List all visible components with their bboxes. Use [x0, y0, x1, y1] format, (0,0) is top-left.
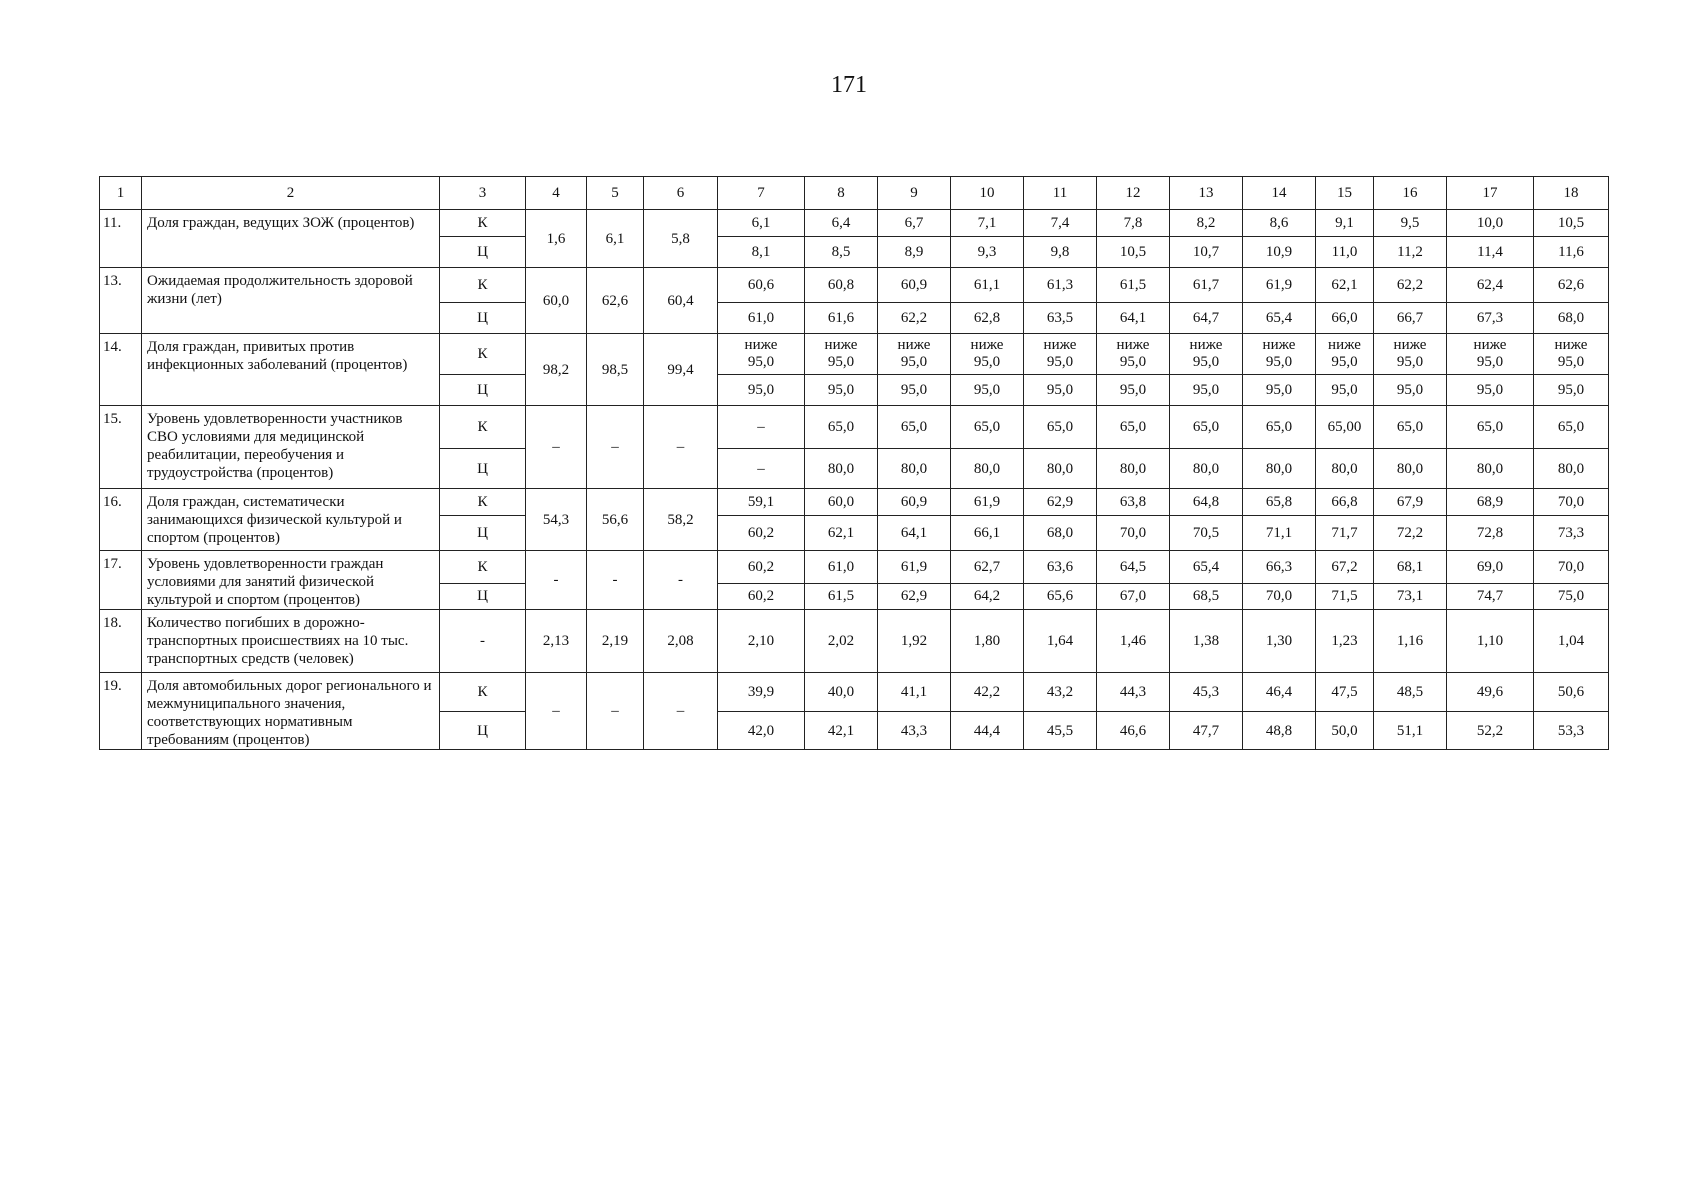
- base-value-cell: –: [526, 406, 587, 489]
- value-cell: 60,9: [878, 489, 951, 516]
- base-value-cell: –: [644, 673, 718, 750]
- value-cell: 62,6: [1534, 268, 1609, 303]
- base-value-cell: –: [587, 673, 644, 750]
- value-cell: 95,0: [1243, 375, 1316, 406]
- indicator-name: Количество погибших в дорожно-транспортных происшествиях на 10 тыс. транспортных средств (человек): [142, 610, 440, 673]
- value-cell: 2,10: [718, 610, 805, 673]
- value-cell: 1,92: [878, 610, 951, 673]
- value-prefix: ниже: [970, 337, 1004, 353]
- value-number: 95,0: [1119, 354, 1147, 370]
- column-header: 4: [526, 177, 587, 210]
- value-prefix: ниже: [1473, 337, 1507, 353]
- column-header: 5: [587, 177, 644, 210]
- indicator-name: Уровень удовлетворенности граждан условиями для занятий физической культурой и спортом (процентов): [142, 551, 440, 610]
- value-prefix: ниже: [1554, 337, 1588, 353]
- value-cell: 62,2: [878, 303, 951, 334]
- value-prefix: ниже: [824, 337, 858, 353]
- base-value-cell: –: [526, 673, 587, 750]
- value-cell: 8,6: [1243, 210, 1316, 237]
- value-cell: 62,9: [878, 583, 951, 609]
- value-cell: 68,5: [1170, 583, 1243, 609]
- value-cell: 1,16: [1374, 610, 1447, 673]
- value-number: 95,0: [747, 354, 775, 370]
- value-cell: 67,3: [1447, 303, 1534, 334]
- value-cell: 65,0: [1534, 406, 1609, 449]
- value-prefix: ниже: [1043, 337, 1077, 353]
- value-cell: 62,9: [1024, 489, 1097, 516]
- value-cell: 62,1: [1316, 268, 1374, 303]
- row-type-cell: Ц: [440, 237, 526, 268]
- value-cell: 70,0: [1243, 583, 1316, 609]
- value-cell: [1316, 334, 1374, 375]
- column-header: 13: [1170, 177, 1243, 210]
- value-cell: 1,46: [1097, 610, 1170, 673]
- value-cell: 50,0: [1316, 712, 1374, 750]
- column-header: 3: [440, 177, 526, 210]
- base-value-cell: 98,2: [526, 334, 587, 406]
- value-cell: 95,0: [878, 375, 951, 406]
- base-value-cell: 2,13: [526, 610, 587, 673]
- value-cell: 1,30: [1243, 610, 1316, 673]
- row-type-cell: К: [440, 268, 526, 303]
- row-type-cell: Ц: [440, 712, 526, 750]
- value-cell: 62,2: [1374, 268, 1447, 303]
- value-cell: 60,8: [805, 268, 878, 303]
- value-cell: 6,1: [718, 210, 805, 237]
- value-cell: 64,8: [1170, 489, 1243, 516]
- base-value-cell: 54,3: [526, 489, 587, 551]
- value-cell: [878, 334, 951, 375]
- value-cell: 11,6: [1534, 237, 1609, 268]
- base-value-cell: 58,2: [644, 489, 718, 551]
- value-cell: [1170, 334, 1243, 375]
- value-cell: 73,3: [1534, 516, 1609, 551]
- value-cell: 43,2: [1024, 673, 1097, 712]
- value-cell: [805, 334, 878, 375]
- indicator-name: Уровень удовлетворенности участников СВО условиями для медицинской реабилитации, переобучения и трудоустройства (процентов): [142, 406, 440, 489]
- value-cell: 60,9: [878, 268, 951, 303]
- value-cell: 61,0: [718, 303, 805, 334]
- value-cell: 44,4: [951, 712, 1024, 750]
- value-cell: 67,9: [1374, 489, 1447, 516]
- value-cell: 68,1: [1374, 551, 1447, 584]
- value-cell: 48,8: [1243, 712, 1316, 750]
- value-cell: 1,38: [1170, 610, 1243, 673]
- value-cell: 1,80: [951, 610, 1024, 673]
- value-number: 95,0: [1557, 354, 1585, 370]
- value-cell: 65,4: [1170, 551, 1243, 584]
- value-prefix: ниже: [1393, 337, 1427, 353]
- value-cell: 70,0: [1534, 551, 1609, 584]
- value-cell: 80,0: [1447, 449, 1534, 489]
- value-cell: 8,5: [805, 237, 878, 268]
- value-cell: 65,0: [951, 406, 1024, 449]
- value-cell: 42,0: [718, 712, 805, 750]
- value-cell: 8,2: [1170, 210, 1243, 237]
- value-cell: 62,7: [951, 551, 1024, 584]
- row-number: 18.: [100, 610, 142, 673]
- value-cell: 42,1: [805, 712, 878, 750]
- value-cell: 60,0: [805, 489, 878, 516]
- value-cell: 61,6: [805, 303, 878, 334]
- indicator-name: Ожидаемая продолжительность здоровой жизни (лет): [142, 268, 440, 334]
- value-cell: 65,0: [1170, 406, 1243, 449]
- value-cell: 67,2: [1316, 551, 1374, 584]
- base-value-cell: -: [644, 551, 718, 610]
- value-cell: 80,0: [1534, 449, 1609, 489]
- column-header: 16: [1374, 177, 1447, 210]
- value-cell: 50,6: [1534, 673, 1609, 712]
- value-cell: 40,0: [805, 673, 878, 712]
- base-value-cell: 2,19: [587, 610, 644, 673]
- row-type-cell: Ц: [440, 449, 526, 489]
- value-cell: 62,1: [805, 516, 878, 551]
- indicators-table: [99, 176, 1609, 750]
- value-cell: –: [718, 406, 805, 449]
- value-cell: 43,3: [878, 712, 951, 750]
- column-header: 6: [644, 177, 718, 210]
- base-value-cell: 98,5: [587, 334, 644, 406]
- row-type-cell: К: [440, 406, 526, 449]
- row-number: 15.: [100, 406, 142, 489]
- value-number: 95,0: [1476, 354, 1504, 370]
- value-number: 95,0: [1046, 354, 1074, 370]
- value-cell: 64,1: [1097, 303, 1170, 334]
- base-value-cell: 1,6: [526, 210, 587, 268]
- value-cell: 47,5: [1316, 673, 1374, 712]
- value-cell: 65,00: [1316, 406, 1374, 449]
- value-cell: 65,0: [1097, 406, 1170, 449]
- value-cell: 68,0: [1024, 516, 1097, 551]
- value-cell: 60,2: [718, 583, 805, 609]
- value-cell: [1447, 334, 1534, 375]
- row-type-cell: К: [440, 673, 526, 712]
- value-number: 95,0: [973, 354, 1001, 370]
- value-cell: 80,0: [1374, 449, 1447, 489]
- value-cell: 7,4: [1024, 210, 1097, 237]
- value-cell: 66,1: [951, 516, 1024, 551]
- row-number: 14.: [100, 334, 142, 406]
- table-row: [100, 210, 1609, 237]
- column-header: 9: [878, 177, 951, 210]
- value-cell: [1097, 334, 1170, 375]
- value-cell: 10,0: [1447, 210, 1534, 237]
- value-cell: 61,9: [878, 551, 951, 584]
- row-type-cell: К: [440, 551, 526, 584]
- value-cell: [951, 334, 1024, 375]
- value-cell: 7,1: [951, 210, 1024, 237]
- value-number: 95,0: [1265, 354, 1293, 370]
- value-cell: 44,3: [1097, 673, 1170, 712]
- value-cell: 66,7: [1374, 303, 1447, 334]
- base-value-cell: 62,6: [587, 268, 644, 334]
- table-row: [100, 551, 1609, 584]
- base-value-cell: –: [644, 406, 718, 489]
- value-cell: [1374, 334, 1447, 375]
- value-cell: 71,5: [1316, 583, 1374, 609]
- value-cell: 72,2: [1374, 516, 1447, 551]
- value-cell: 61,9: [1243, 268, 1316, 303]
- value-cell: 65,4: [1243, 303, 1316, 334]
- table-row: [100, 268, 1609, 303]
- value-cell: 80,0: [1170, 449, 1243, 489]
- value-cell: 63,6: [1024, 551, 1097, 584]
- column-header: 17: [1447, 177, 1534, 210]
- value-cell: 95,0: [1024, 375, 1097, 406]
- table-row: [100, 406, 1609, 449]
- value-cell: 73,1: [1374, 583, 1447, 609]
- value-cell: 9,8: [1024, 237, 1097, 268]
- value-cell: 65,8: [1243, 489, 1316, 516]
- column-header: 12: [1097, 177, 1170, 210]
- value-cell: 60,2: [718, 516, 805, 551]
- column-header: 18: [1534, 177, 1609, 210]
- value-cell: 65,0: [1447, 406, 1534, 449]
- value-cell: 95,0: [1447, 375, 1534, 406]
- value-cell: 61,7: [1170, 268, 1243, 303]
- indicator-name: Доля автомобильных дорог регионального и межмуниципального значения, соответствующих нормативным требованиям (процентов): [142, 673, 440, 750]
- value-cell: 53,3: [1534, 712, 1609, 750]
- table-row: [100, 334, 1609, 375]
- value-cell: 80,0: [1316, 449, 1374, 489]
- base-value-cell: 60,4: [644, 268, 718, 334]
- value-cell: 61,5: [1097, 268, 1170, 303]
- value-prefix: ниже: [1116, 337, 1150, 353]
- value-cell: [1534, 334, 1609, 375]
- value-cell: 61,0: [805, 551, 878, 584]
- value-cell: 9,5: [1374, 210, 1447, 237]
- value-number: 95,0: [827, 354, 855, 370]
- value-cell: 2,02: [805, 610, 878, 673]
- column-header: 1: [100, 177, 142, 210]
- row-type-cell: Ц: [440, 516, 526, 551]
- row-type-cell: Ц: [440, 375, 526, 406]
- value-cell: 51,1: [1374, 712, 1447, 750]
- value-cell: 95,0: [805, 375, 878, 406]
- value-prefix: ниже: [1262, 337, 1296, 353]
- value-cell: 80,0: [951, 449, 1024, 489]
- table-row: [100, 489, 1609, 516]
- column-header: 11: [1024, 177, 1097, 210]
- value-cell: 70,0: [1097, 516, 1170, 551]
- row-number: 17.: [100, 551, 142, 610]
- row-number: 13.: [100, 268, 142, 334]
- value-cell: 71,1: [1243, 516, 1316, 551]
- value-cell: 62,8: [951, 303, 1024, 334]
- value-cell: 8,9: [878, 237, 951, 268]
- value-cell: [1024, 334, 1097, 375]
- value-cell: 69,0: [1447, 551, 1534, 584]
- value-cell: 67,0: [1097, 583, 1170, 609]
- value-cell: 61,1: [951, 268, 1024, 303]
- row-type-cell: Ц: [440, 303, 526, 334]
- value-cell: 64,5: [1097, 551, 1170, 584]
- value-cell: –: [718, 449, 805, 489]
- value-cell: 10,9: [1243, 237, 1316, 268]
- value-cell: [718, 334, 805, 375]
- value-cell: 8,1: [718, 237, 805, 268]
- value-cell: 61,9: [951, 489, 1024, 516]
- value-cell: 74,7: [1447, 583, 1534, 609]
- value-cell: 47,7: [1170, 712, 1243, 750]
- value-cell: 65,0: [1243, 406, 1316, 449]
- value-cell: 80,0: [1024, 449, 1097, 489]
- column-header: 10: [951, 177, 1024, 210]
- row-type-cell: -: [440, 610, 526, 673]
- base-value-cell: 5,8: [644, 210, 718, 268]
- value-number: 95,0: [1331, 354, 1358, 370]
- value-cell: 65,0: [1374, 406, 1447, 449]
- value-cell: 39,9: [718, 673, 805, 712]
- value-cell: 63,8: [1097, 489, 1170, 516]
- value-cell: 95,0: [1534, 375, 1609, 406]
- value-cell: 71,7: [1316, 516, 1374, 551]
- indicator-name: Доля граждан, привитых против инфекционных заболеваний (процентов): [142, 334, 440, 406]
- value-cell: 68,0: [1534, 303, 1609, 334]
- column-header: 15: [1316, 177, 1374, 210]
- base-value-cell: 99,4: [644, 334, 718, 406]
- value-cell: 1,10: [1447, 610, 1534, 673]
- value-number: 95,0: [1192, 354, 1220, 370]
- value-number: 95,0: [900, 354, 928, 370]
- value-cell: 49,6: [1447, 673, 1534, 712]
- value-cell: 95,0: [951, 375, 1024, 406]
- base-value-cell: 2,08: [644, 610, 718, 673]
- value-cell: 62,4: [1447, 268, 1534, 303]
- base-value-cell: -: [587, 551, 644, 610]
- value-cell: 7,8: [1097, 210, 1170, 237]
- value-prefix: ниже: [1189, 337, 1223, 353]
- value-cell: 65,0: [805, 406, 878, 449]
- value-cell: 52,2: [1447, 712, 1534, 750]
- value-cell: 95,0: [1170, 375, 1243, 406]
- row-type-cell: Ц: [440, 583, 526, 609]
- value-cell: 64,2: [951, 583, 1024, 609]
- row-type-cell: К: [440, 210, 526, 237]
- value-cell: 61,3: [1024, 268, 1097, 303]
- value-cell: 72,8: [1447, 516, 1534, 551]
- row-type-cell: К: [440, 489, 526, 516]
- value-prefix: ниже: [744, 337, 778, 353]
- value-cell: 10,7: [1170, 237, 1243, 268]
- page-number: 171: [831, 72, 867, 98]
- value-cell: 95,0: [1374, 375, 1447, 406]
- table-body: [100, 177, 1609, 750]
- header-row: [100, 177, 1609, 210]
- value-cell: 80,0: [878, 449, 951, 489]
- value-cell: 1,04: [1534, 610, 1609, 673]
- value-number: 95,0: [1396, 354, 1424, 370]
- value-cell: [1243, 334, 1316, 375]
- value-cell: 95,0: [718, 375, 805, 406]
- value-cell: 65,0: [878, 406, 951, 449]
- base-value-cell: 60,0: [526, 268, 587, 334]
- value-cell: 65,6: [1024, 583, 1097, 609]
- value-cell: 60,2: [718, 551, 805, 584]
- row-number: 16.: [100, 489, 142, 551]
- value-cell: 95,0: [1316, 375, 1374, 406]
- row-number: 19.: [100, 673, 142, 750]
- column-header: 8: [805, 177, 878, 210]
- column-header: 2: [142, 177, 440, 210]
- base-value-cell: –: [587, 406, 644, 489]
- value-cell: 95,0: [1097, 375, 1170, 406]
- value-cell: 6,7: [878, 210, 951, 237]
- value-cell: 65,0: [1024, 406, 1097, 449]
- base-value-cell: 6,1: [587, 210, 644, 268]
- column-header: 14: [1243, 177, 1316, 210]
- value-cell: 59,1: [718, 489, 805, 516]
- value-cell: 64,1: [878, 516, 951, 551]
- value-cell: 41,1: [878, 673, 951, 712]
- table-row: [100, 610, 1609, 673]
- value-cell: 75,0: [1534, 583, 1609, 609]
- value-cell: 66,0: [1316, 303, 1374, 334]
- value-cell: 66,8: [1316, 489, 1374, 516]
- value-cell: 10,5: [1097, 237, 1170, 268]
- value-cell: 11,2: [1374, 237, 1447, 268]
- value-cell: 11,0: [1316, 237, 1374, 268]
- value-cell: 10,5: [1534, 210, 1609, 237]
- row-type-cell: К: [440, 334, 526, 375]
- value-cell: 61,5: [805, 583, 878, 609]
- value-cell: 1,23: [1316, 610, 1374, 673]
- indicator-name: Доля граждан, систематически занимающихся физической культурой и спортом (процентов): [142, 489, 440, 551]
- column-header: 7: [718, 177, 805, 210]
- value-prefix: ниже: [1328, 337, 1361, 353]
- value-cell: 70,5: [1170, 516, 1243, 551]
- value-cell: 46,6: [1097, 712, 1170, 750]
- base-value-cell: -: [526, 551, 587, 610]
- value-cell: 80,0: [805, 449, 878, 489]
- value-cell: 6,4: [805, 210, 878, 237]
- row-number: 11.: [100, 210, 142, 268]
- value-cell: 46,4: [1243, 673, 1316, 712]
- value-cell: 66,3: [1243, 551, 1316, 584]
- value-cell: 45,3: [1170, 673, 1243, 712]
- table-row: [100, 673, 1609, 712]
- value-cell: 42,2: [951, 673, 1024, 712]
- value-cell: 9,3: [951, 237, 1024, 268]
- value-cell: 11,4: [1447, 237, 1534, 268]
- value-cell: 60,6: [718, 268, 805, 303]
- value-cell: 45,5: [1024, 712, 1097, 750]
- value-cell: 70,0: [1534, 489, 1609, 516]
- value-cell: 64,7: [1170, 303, 1243, 334]
- value-cell: 48,5: [1374, 673, 1447, 712]
- indicator-name: Доля граждан, ведущих ЗОЖ (процентов): [142, 210, 440, 268]
- base-value-cell: 56,6: [587, 489, 644, 551]
- value-cell: 63,5: [1024, 303, 1097, 334]
- value-cell: 80,0: [1097, 449, 1170, 489]
- value-cell: 9,1: [1316, 210, 1374, 237]
- value-prefix: ниже: [897, 337, 931, 353]
- value-cell: 80,0: [1243, 449, 1316, 489]
- value-cell: 1,64: [1024, 610, 1097, 673]
- value-cell: 68,9: [1447, 489, 1534, 516]
